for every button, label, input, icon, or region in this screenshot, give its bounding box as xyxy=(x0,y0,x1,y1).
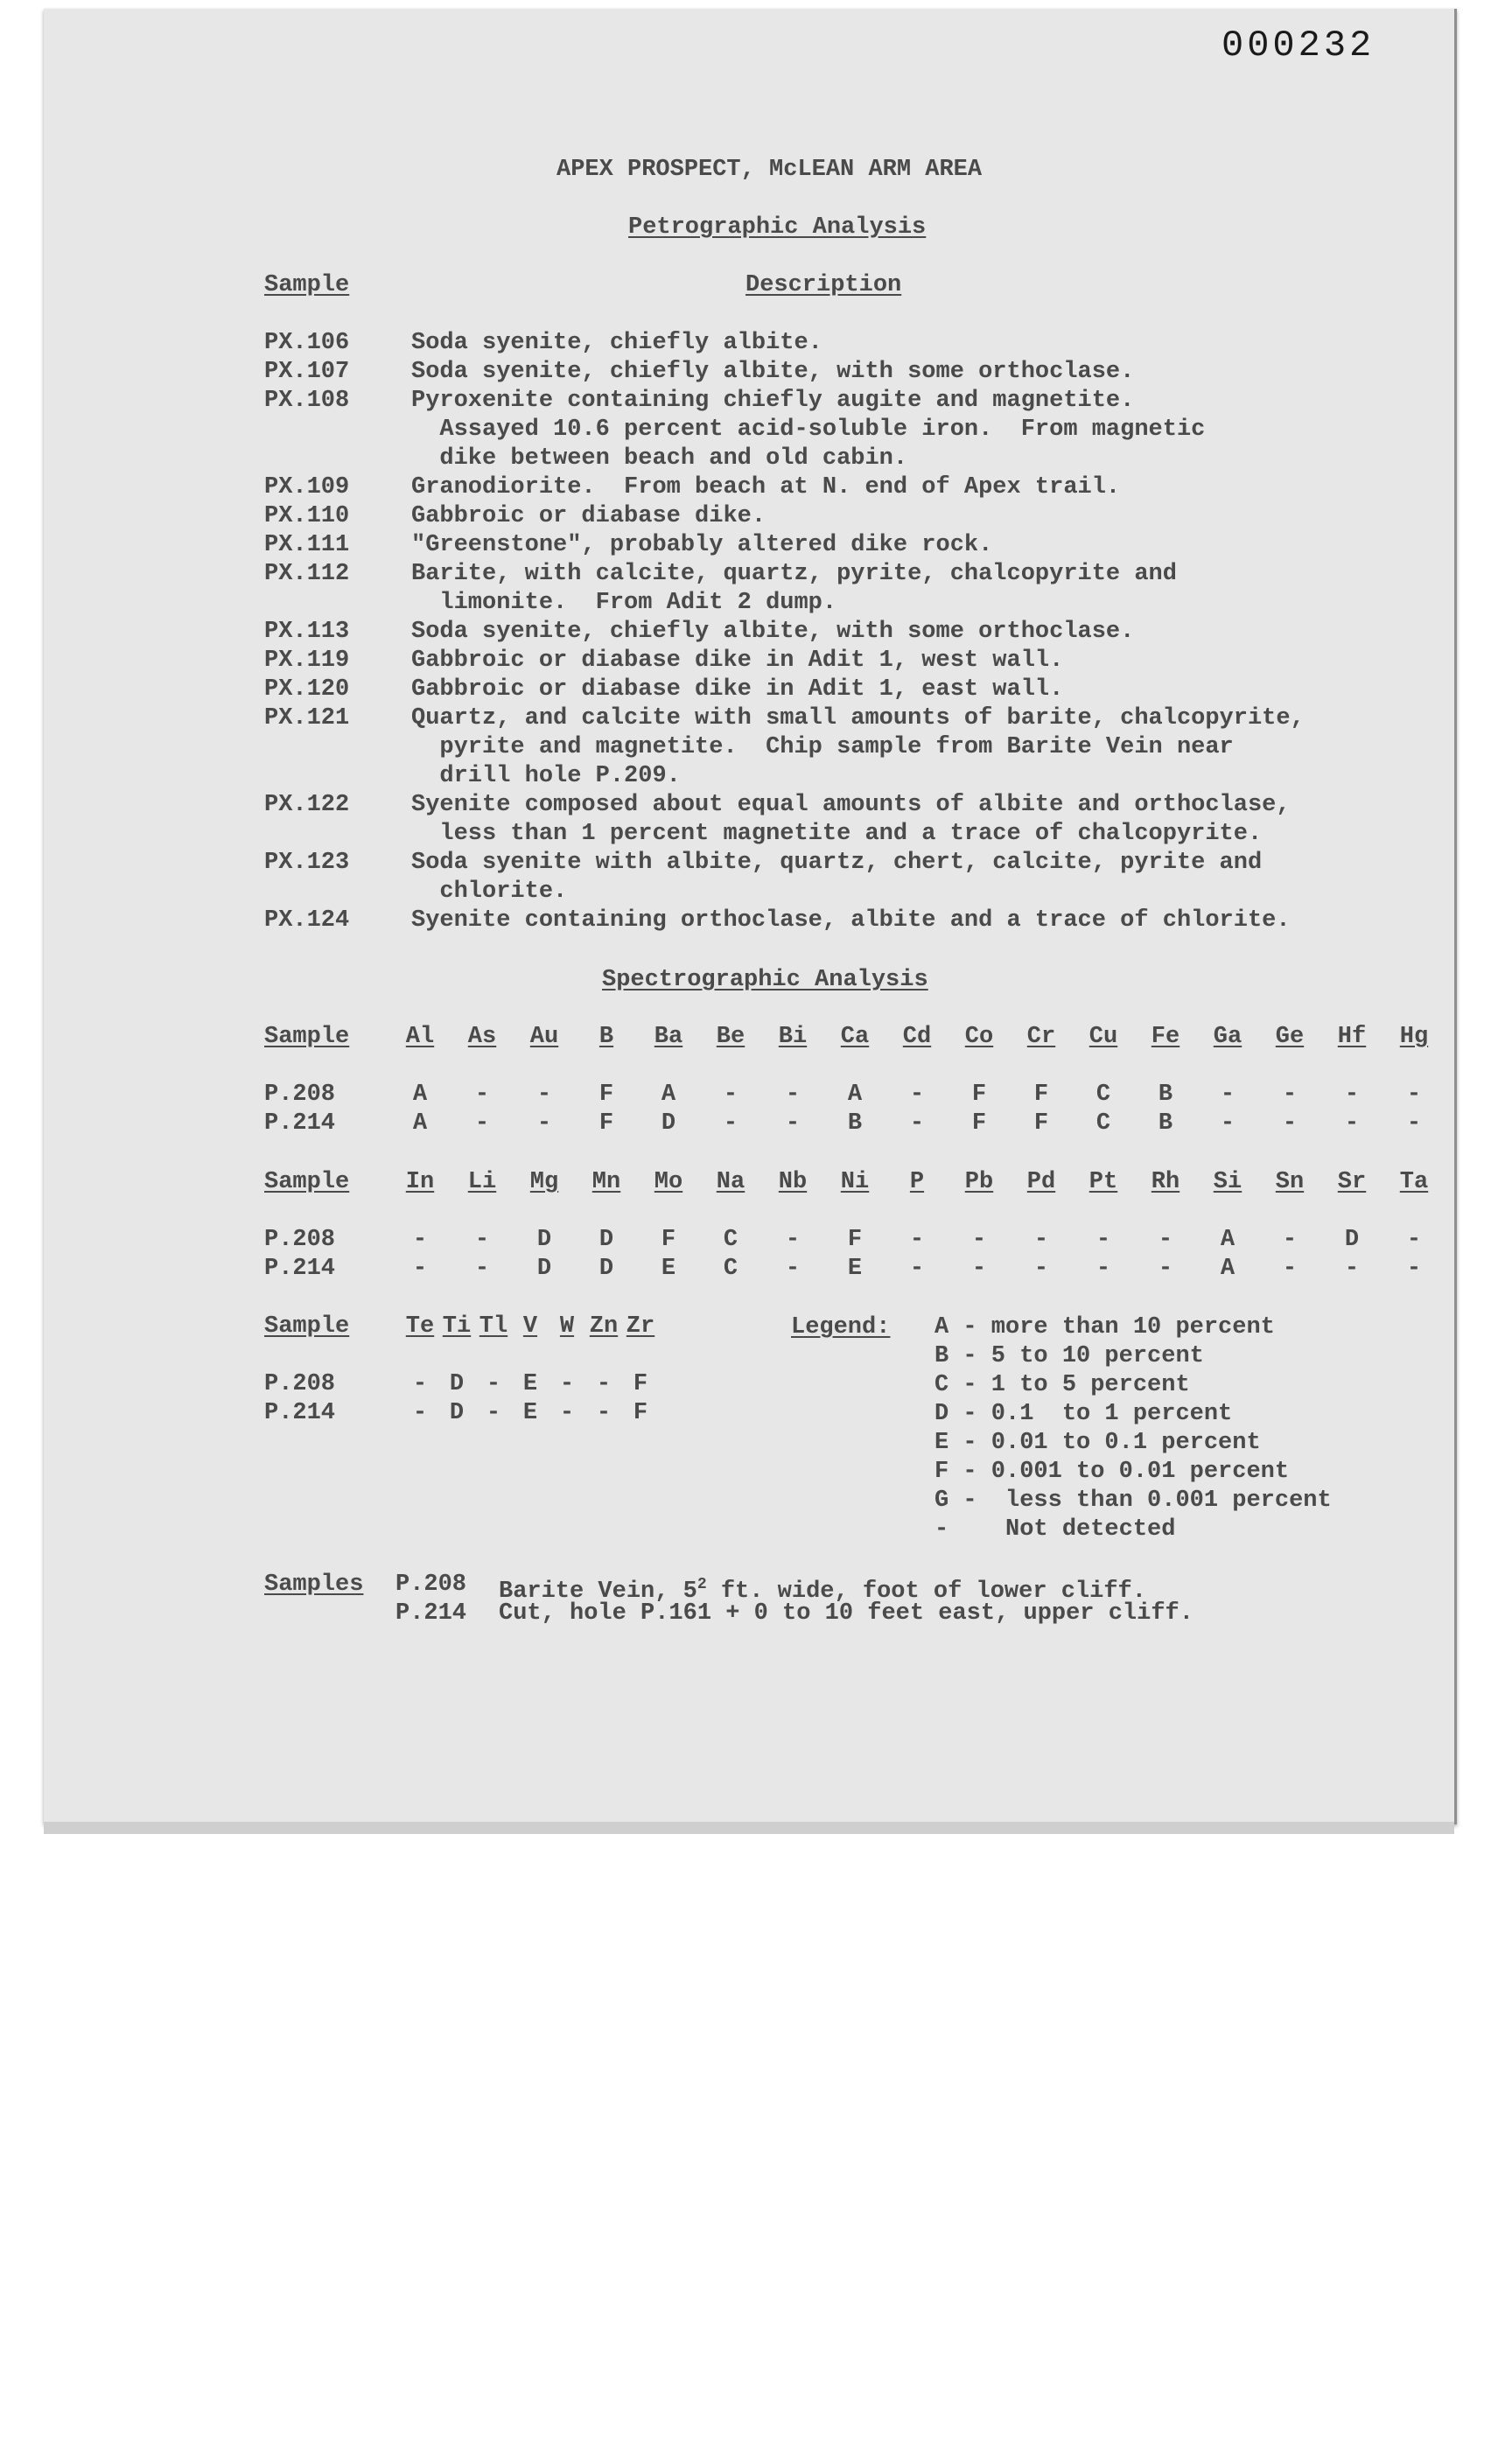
spectro-value: - xyxy=(723,1110,738,1137)
spectro-value: D xyxy=(598,1227,614,1253)
spectro-value: B xyxy=(1158,1082,1173,1108)
element-header: Zr xyxy=(626,1313,655,1340)
spectro-value: B xyxy=(1158,1110,1173,1137)
petro-description-line: dike between beach and old cabin. xyxy=(411,445,908,472)
spectro-value: - xyxy=(1282,1227,1298,1253)
spectro-value: F xyxy=(633,1400,648,1426)
spectro-value: - xyxy=(559,1371,575,1397)
legend-item: C - 1 to 5 percent xyxy=(934,1372,1190,1398)
petro-sample-id: PX.107 xyxy=(264,359,350,385)
petro-description-line: Pyroxenite containing chiefly augite and magnetite. xyxy=(411,388,1135,414)
element-header: Hg xyxy=(1399,1024,1429,1050)
element-header: Ca xyxy=(840,1024,870,1050)
spectro-value: C xyxy=(1096,1110,1111,1137)
petro-description-header: Description xyxy=(746,272,902,298)
spectro-value: - xyxy=(971,1227,987,1253)
spectro-value: D xyxy=(598,1256,614,1282)
petro-description-line: "Greenstone", probably altered dike rock. xyxy=(411,532,993,558)
spectro-sample-id: P.208 xyxy=(264,1227,336,1253)
legend-label: Legend: xyxy=(791,1314,891,1340)
petro-description-line: Soda syenite with albite, quartz, chert, calcite, pyrite and xyxy=(411,850,1263,876)
spectro-value: - xyxy=(785,1227,801,1253)
element-header: Pd xyxy=(1026,1169,1056,1195)
petrographic-heading: Petrographic Analysis xyxy=(628,214,927,241)
petro-sample-header: Sample xyxy=(264,272,350,298)
element-header: Ni xyxy=(840,1169,870,1195)
petro-description-line: drill hole P.209. xyxy=(411,763,681,789)
spectro-value: D xyxy=(449,1400,465,1426)
spectro-sample-id: P.208 xyxy=(264,1371,336,1397)
spectro-value: E xyxy=(661,1256,676,1282)
element-header: Rh xyxy=(1151,1169,1180,1195)
spectro-value: F xyxy=(633,1371,648,1397)
element-header: Fe xyxy=(1151,1024,1180,1050)
legend-item: F - 0.001 to 0.01 percent xyxy=(934,1459,1290,1485)
spectro-value: - xyxy=(412,1371,428,1397)
element-header: Mg xyxy=(529,1169,559,1195)
spectro-value: F xyxy=(598,1110,614,1137)
spectro-value: F xyxy=(847,1227,863,1253)
spectro-value: - xyxy=(412,1400,428,1426)
spectro-value: F xyxy=(971,1082,987,1108)
spectro-value: - xyxy=(909,1110,925,1137)
spectro-value: - xyxy=(1406,1227,1422,1253)
spectro-value: - xyxy=(909,1082,925,1108)
petro-sample-id: PX.123 xyxy=(264,850,350,876)
spectro-value: - xyxy=(785,1082,801,1108)
spectro-value: F xyxy=(598,1082,614,1108)
element-header: Bi xyxy=(778,1024,808,1050)
spectro-value: F xyxy=(1033,1110,1049,1137)
element-header: Cd xyxy=(902,1024,932,1050)
element-header: Hf xyxy=(1337,1024,1367,1050)
legend-item: E - 0.01 to 0.1 percent xyxy=(934,1430,1261,1456)
petro-sample-id: PX.112 xyxy=(264,561,350,587)
spectro-value: - xyxy=(1158,1256,1173,1282)
petro-sample-id: PX.124 xyxy=(264,907,350,934)
spectro-value: - xyxy=(785,1110,801,1137)
spectro-value: - xyxy=(1406,1082,1422,1108)
petro-sample-id: PX.119 xyxy=(264,648,350,674)
spectro-value: - xyxy=(412,1256,428,1282)
document-page xyxy=(44,9,1457,1824)
spectro-value: - xyxy=(1158,1227,1173,1253)
spectro-value: F xyxy=(661,1227,676,1253)
spectro-value: - xyxy=(474,1110,490,1137)
petro-description-line: Syenite containing orthoclase, albite and a trace of chlorite. xyxy=(411,907,1291,934)
element-header: Na xyxy=(716,1169,746,1195)
element-header: Co xyxy=(964,1024,994,1050)
element-header: Pt xyxy=(1088,1169,1118,1195)
petro-description-line: Quartz, and calcite with small amounts of barite, chalcopyrite, xyxy=(411,705,1305,732)
petro-sample-id: PX.121 xyxy=(264,705,350,732)
spectro-value: - xyxy=(1406,1256,1422,1282)
spectro-value: - xyxy=(1033,1256,1049,1282)
spectro-sample-id: P.208 xyxy=(264,1082,336,1108)
petro-sample-id: PX.110 xyxy=(264,503,350,529)
petro-description-line: Soda syenite, chiefly albite. xyxy=(411,330,822,356)
element-header: Zn xyxy=(589,1313,619,1340)
petro-description-line: Soda syenite, chiefly albite, with some orthoclase. xyxy=(411,359,1135,385)
spectro-value: - xyxy=(1344,1082,1360,1108)
element-header: Mo xyxy=(654,1169,683,1195)
spectro-sample-id: P.214 xyxy=(264,1400,336,1426)
document-title: APEX PROSPECT, McLEAN ARM AREA xyxy=(556,157,983,183)
element-header: B xyxy=(598,1024,614,1050)
spectro-value: C xyxy=(723,1256,738,1282)
element-header: In xyxy=(405,1169,435,1195)
element-header: P xyxy=(909,1169,925,1195)
spectro-value: D xyxy=(536,1227,552,1253)
spectro-value: B xyxy=(847,1110,863,1137)
spectro-value: - xyxy=(1220,1110,1236,1137)
petro-description-line: Gabbroic or diabase dike in Adit 1, west wall. xyxy=(411,648,1064,674)
element-header: Ba xyxy=(654,1024,683,1050)
legend-item: - Not detected xyxy=(934,1516,1176,1543)
spectro-value: A xyxy=(661,1082,676,1108)
spectro-value: C xyxy=(723,1227,738,1253)
spectro-value: C xyxy=(1096,1082,1111,1108)
petro-description-line: Gabbroic or diabase dike. xyxy=(411,503,766,529)
spectro-value: - xyxy=(1096,1256,1111,1282)
spectro-value: - xyxy=(486,1400,501,1426)
spectro-value: E xyxy=(522,1400,538,1426)
element-header: Cu xyxy=(1088,1024,1118,1050)
spectro-value: - xyxy=(909,1227,925,1253)
element-header: W xyxy=(559,1313,575,1340)
spectro-value: - xyxy=(474,1082,490,1108)
spectro-value: - xyxy=(1282,1256,1298,1282)
samples-note-label: Samples xyxy=(264,1572,364,1598)
spectrographic-heading: Spectrographic Analysis xyxy=(602,967,928,993)
samples-note-id-2: P.214 xyxy=(396,1600,467,1627)
petro-description-line: pyrite and magnetite. Chip sample from Barite Vein near xyxy=(411,734,1234,760)
petro-description-line: Gabbroic or diabase dike in Adit 1, east wall. xyxy=(411,676,1064,703)
spectro-value: - xyxy=(785,1256,801,1282)
spectro-value: - xyxy=(536,1082,552,1108)
petro-sample-id: PX.111 xyxy=(264,532,350,558)
spectro-value: - xyxy=(1282,1110,1298,1137)
spectro-value: - xyxy=(559,1400,575,1426)
element-header: Nb xyxy=(778,1169,808,1195)
document-number: 000232 xyxy=(1222,24,1376,66)
spectro-value: - xyxy=(596,1371,612,1397)
spectro-value: - xyxy=(1033,1227,1049,1253)
element-header: Ta xyxy=(1399,1169,1429,1195)
samples-note-id-1: P.208 xyxy=(396,1572,467,1598)
element-header: Te xyxy=(405,1313,435,1340)
element-header: Au xyxy=(529,1024,559,1050)
spectro-value: F xyxy=(971,1110,987,1137)
spectro-value: D xyxy=(536,1256,552,1282)
spectro-sample-header: Sample xyxy=(264,1313,350,1340)
element-header: As xyxy=(467,1024,497,1050)
spectro-sample-header: Sample xyxy=(264,1169,350,1195)
petro-sample-id: PX.113 xyxy=(264,619,350,645)
spectro-value: - xyxy=(1344,1256,1360,1282)
legend-item: A - more than 10 percent xyxy=(934,1314,1275,1340)
spectro-value: - xyxy=(1406,1110,1422,1137)
spectro-value: - xyxy=(909,1256,925,1282)
petro-sample-id: PX.106 xyxy=(264,330,350,356)
element-header: Ge xyxy=(1275,1024,1305,1050)
spectro-value: - xyxy=(1344,1110,1360,1137)
element-header: Be xyxy=(716,1024,746,1050)
element-header: Pb xyxy=(964,1169,994,1195)
spectro-value: - xyxy=(474,1256,490,1282)
samples-note-line-2: Cut, hole P.161 + 0 to 10 feet east, upper cliff. xyxy=(499,1600,1194,1627)
spectro-value: E xyxy=(847,1256,863,1282)
element-header: Mn xyxy=(592,1169,621,1195)
element-header: Li xyxy=(467,1169,497,1195)
legend-item: B - 5 to 10 percent xyxy=(934,1343,1204,1369)
element-header: Ga xyxy=(1213,1024,1242,1050)
spectro-value: A xyxy=(847,1082,863,1108)
element-header: Al xyxy=(405,1024,435,1050)
spectro-sample-header: Sample xyxy=(264,1024,350,1050)
spectro-sample-id: P.214 xyxy=(264,1256,336,1282)
element-header: Tl xyxy=(479,1313,508,1340)
petro-sample-id: PX.108 xyxy=(264,388,350,414)
spectro-value: - xyxy=(723,1082,738,1108)
petro-description-line: limonite. From Adit 2 dump. xyxy=(411,590,837,616)
element-header: Ti xyxy=(442,1313,472,1340)
petro-description-line: Granodiorite. From beach at N. end of Apex trail. xyxy=(411,474,1121,500)
element-header: V xyxy=(522,1313,538,1340)
spectro-value: - xyxy=(1282,1082,1298,1108)
spectro-value: F xyxy=(1033,1082,1049,1108)
spectro-value: A xyxy=(1220,1256,1236,1282)
element-header: Si xyxy=(1213,1169,1242,1195)
spectro-value: - xyxy=(536,1110,552,1137)
spectro-value: E xyxy=(522,1371,538,1397)
spectro-value: - xyxy=(596,1400,612,1426)
spectro-value: D xyxy=(661,1110,676,1137)
spectro-value: D xyxy=(1344,1227,1360,1253)
element-header: Cr xyxy=(1026,1024,1056,1050)
spectro-value: - xyxy=(474,1227,490,1253)
samples-note-line-1: Barite Vein, $5^2$ ft. wide, foot of lower cliff. xyxy=(499,1576,1146,1605)
element-header: Sr xyxy=(1337,1169,1367,1195)
spectro-value: D xyxy=(449,1371,465,1397)
petro-description-line: less than 1 percent magnetite and a trace of chalcopyrite. xyxy=(411,821,1263,847)
petro-sample-id: PX.109 xyxy=(264,474,350,500)
legend-item: D - 0.1 to 1 percent xyxy=(934,1401,1233,1427)
petro-description-line: chlorite. xyxy=(411,878,568,905)
spectro-value: - xyxy=(1220,1082,1236,1108)
petro-sample-id: PX.120 xyxy=(264,676,350,703)
spectro-value: A xyxy=(1220,1227,1236,1253)
element-header: Sn xyxy=(1275,1169,1305,1195)
spectro-value: - xyxy=(971,1256,987,1282)
page-edge xyxy=(44,1822,1454,1834)
spectro-value: - xyxy=(1096,1227,1111,1253)
legend-item: G - less than 0.001 percent xyxy=(934,1488,1332,1514)
petro-sample-id: PX.122 xyxy=(264,792,350,818)
petro-description-line: Syenite composed about equal amounts of albite and orthoclase, xyxy=(411,792,1291,818)
spectro-value: A xyxy=(412,1110,428,1137)
petro-description-line: Soda syenite, chiefly albite, with some orthoclase. xyxy=(411,619,1135,645)
spectro-value: - xyxy=(486,1371,501,1397)
spectro-sample-id: P.214 xyxy=(264,1110,336,1137)
petro-description-line: Assayed 10.6 percent acid-soluble iron. From magnetic xyxy=(411,416,1206,443)
spectro-value: - xyxy=(412,1227,428,1253)
spectro-value: A xyxy=(412,1082,428,1108)
petro-description-line: Barite, with calcite, quartz, pyrite, chalcopyrite and xyxy=(411,561,1177,587)
